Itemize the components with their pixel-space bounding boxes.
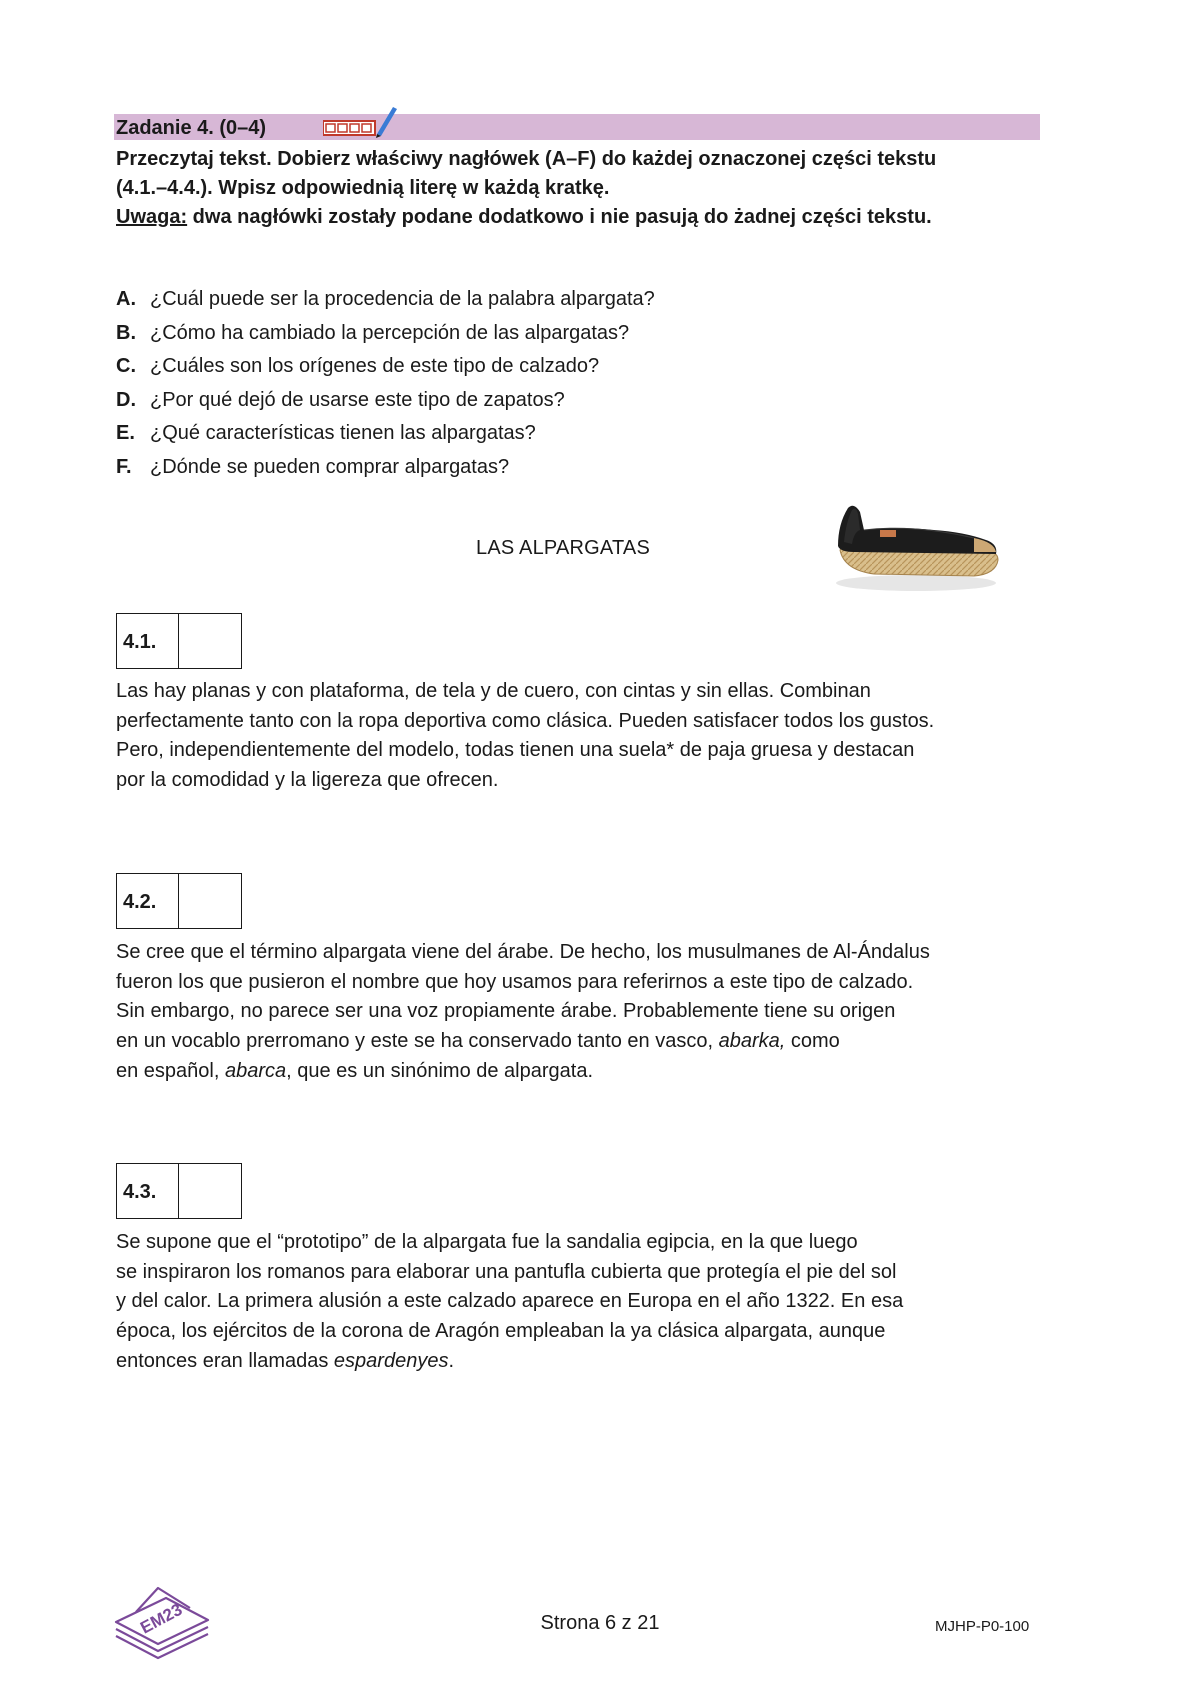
heading-option <box>116 283 655 317</box>
heading-option <box>116 417 655 451</box>
italic-term: abarka, <box>718 1030 786 1053</box>
instruction-note <box>116 203 1046 232</box>
answer-box <box>116 1163 242 1219</box>
paragraph-line <box>116 1228 1056 1258</box>
text-paragraph <box>116 938 1056 1087</box>
line-text: en un vocablo prerromano y este se ha conservado tanto en vasco, <box>116 1030 719 1053</box>
paragraph-line <box>116 938 1056 968</box>
option-letter: F. <box>116 455 132 478</box>
paragraph-line <box>116 1287 1056 1317</box>
line-text: época, los ejércitos de la corona de Aragón empleaban la ya clásica alpargata, aunque <box>116 1320 886 1343</box>
line-text: entonces eran llamadas <box>116 1349 334 1372</box>
heading-option <box>116 350 655 384</box>
italic-term: espardenyes <box>333 1349 449 1372</box>
espadrille-image <box>824 486 1004 596</box>
line-text: en español, <box>116 1059 225 1082</box>
paragraph-line <box>116 1027 1056 1057</box>
answer-box-label: 4.1. <box>117 614 179 668</box>
option-letter: D. <box>116 388 136 411</box>
paragraph-line <box>116 766 1056 796</box>
paragraph-line <box>116 677 1056 707</box>
line-text: como <box>785 1030 840 1053</box>
option-letter: E. <box>116 422 135 444</box>
paragraph-line <box>116 1347 1056 1377</box>
line-text: se inspiraron los romanos para elaborar una pantufla cubierta que protegía el pie del sol <box>116 1260 897 1283</box>
line-text: fueron los que pusieron el nombre que hoy usamos para referirnos a este tipo de calzado. <box>116 970 914 993</box>
heading-option <box>116 317 655 351</box>
option-text: ¿Dónde se pueden comprar alpargatas? <box>150 455 510 478</box>
option-text: ¿Cuál puede ser la procedencia de la palabra alpargata? <box>150 288 655 310</box>
task-instructions <box>116 145 1046 232</box>
option-letter: B. <box>116 321 136 344</box>
paragraph-line <box>116 736 1056 766</box>
line-text: Se cree que el término alpargata viene del árabe. De hecho, los musulmanes de Al-Ándalus <box>116 941 930 963</box>
answer-input-cell[interactable] <box>179 874 241 928</box>
paragraph-line <box>116 1057 1056 1087</box>
answer-input-cell[interactable] <box>179 1164 241 1218</box>
note-label: Uwaga: <box>116 206 188 228</box>
text-paragraph <box>116 1228 1056 1377</box>
instruction-line-2: (4.1.–4.4.). Wpisz odpowiednią literę w każdą kratkę. <box>116 177 610 199</box>
exam-code: MJHP-P0-100 <box>935 1618 1030 1635</box>
option-letter: A. <box>116 288 136 310</box>
answer-box <box>116 613 242 669</box>
logo-text: EM23 <box>137 1599 186 1638</box>
answer-box-label: 4.3. <box>117 1164 179 1218</box>
line-text: Las hay planas y con plataforma, de tela y de cuero, con cintas y sin ellas. Combinan <box>116 680 871 702</box>
answer-box-label: 4.2. <box>117 874 179 928</box>
text-title: LAS ALPARGATAS <box>476 537 650 559</box>
heading-option <box>116 384 655 418</box>
line-text: Pero, independientemente del modelo, todas tienen una suela* de paja gruesa y destacan <box>116 739 915 762</box>
page-number: Strona 6 z 21 <box>540 1612 660 1634</box>
heading-options-list <box>116 283 655 484</box>
option-text: ¿Qué características tienen las alpargatas? <box>150 422 536 444</box>
note-text: dwa nagłówki zostały podane dodatkowo i nie pasują do żadnej części tekstu. <box>187 206 932 228</box>
line-text: . <box>448 1349 455 1372</box>
line-text: y del calor. La primera alusión a este calzado aparece en Europa en el año 1322. En esa <box>116 1290 904 1313</box>
option-text: ¿Por qué dejó de usarse este tipo de zapatos? <box>150 388 565 411</box>
answer-input-cell[interactable] <box>179 614 241 668</box>
text-paragraph <box>116 677 1056 796</box>
line-text: Sin embargo, no parece ser una voz propiamente árabe. Probablemente tiene su origen <box>116 1000 896 1023</box>
line-text: por la comodidad y la ligereza que ofrecen. <box>116 769 499 792</box>
heading-option <box>116 451 655 485</box>
line-text: Se supone que el “prototipo” de la alpargata fue la sandalia egipcia, en la que luego <box>116 1231 858 1253</box>
task-title: Zadanie 4. (0–4) <box>116 117 267 139</box>
italic-term: abarca <box>224 1059 287 1082</box>
option-text: ¿Cuáles son los orígenes de este tipo de calzado? <box>150 355 600 377</box>
line-text: , que es un sinónimo de alpargata. <box>286 1059 594 1082</box>
score-pencil-icon <box>323 104 403 138</box>
paragraph-line <box>116 1258 1056 1288</box>
option-text: ¿Cómo ha cambiado la percepción de las alpargatas? <box>150 321 630 344</box>
line-text: perfectamente tanto con la ropa deportiva como clásica. Pueden satisfacer todos los gustos. <box>116 709 935 732</box>
paragraph-line <box>116 968 1056 998</box>
paragraph-line <box>116 997 1056 1027</box>
option-letter: C. <box>116 355 136 377</box>
paragraph-line <box>116 707 1056 737</box>
paragraph-line <box>116 1317 1056 1347</box>
instruction-line-1: Przeczytaj tekst. Dobierz właściwy nagłówek (A–F) do każdej oznaczonej części tekstu <box>116 148 937 170</box>
answer-box <box>116 873 242 929</box>
